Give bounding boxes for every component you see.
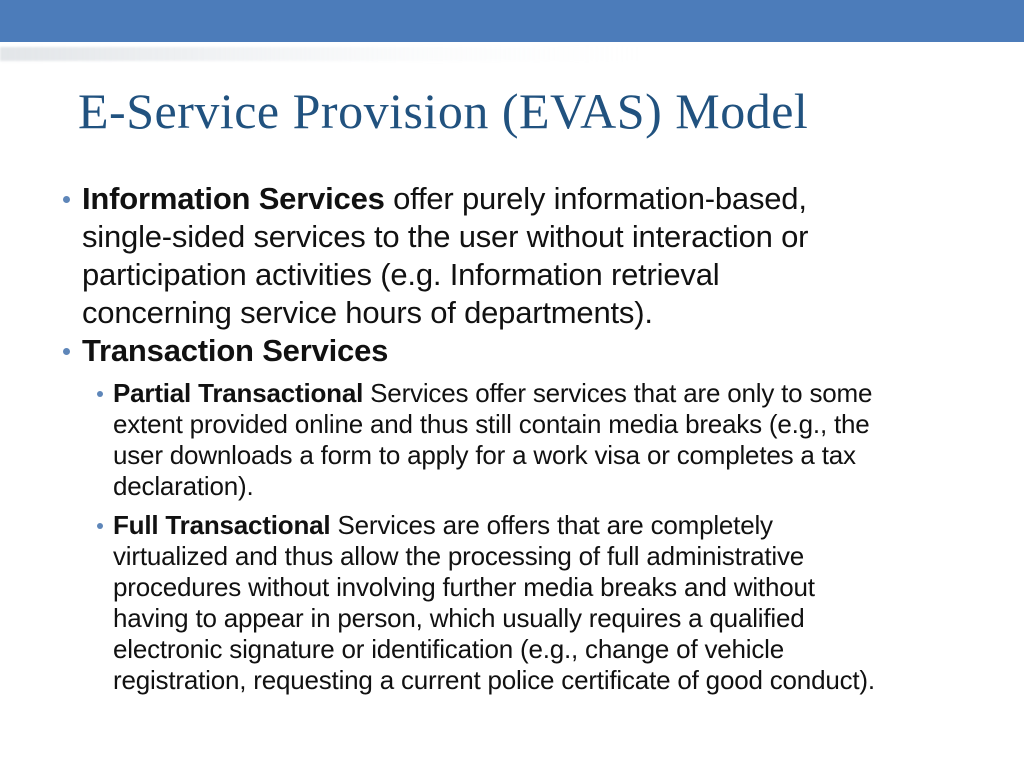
bullet-item — [0, 378, 1024, 502]
bullet-item — [0, 180, 1024, 332]
bullet-item — [0, 332, 1024, 370]
bullet-list — [0, 180, 1024, 696]
bullet-dot-icon — [63, 348, 70, 355]
bullet-line: procedures without involving further media breaks and without — [113, 572, 815, 602]
bullet-line: Information Services offer purely information-based, — [82, 181, 807, 216]
bullet-dot-icon — [63, 196, 70, 203]
bullet-line: having to appear in person, which usually requires a qualified — [113, 603, 805, 633]
bullet-line: virtualized and thus allow the processing of full administrative — [113, 541, 805, 571]
bullet-line: Full Transactional Services are offers that are completely — [113, 510, 773, 540]
bullet-line: registration, requesting a current police certificate of good conduct). — [113, 665, 875, 695]
slide-title: E-Service Provision (EVAS) Model — [78, 83, 809, 139]
bullet-line: declaration). — [113, 471, 254, 501]
bullet-line: Partial Transactional Services offer services that are only to some — [113, 378, 873, 408]
bullet-line: concerning service hours of departments). — [82, 295, 653, 330]
bullet-line: single-sided services to the user without interaction or — [82, 219, 809, 254]
header-shadow-band — [0, 47, 640, 61]
bullet-line: user downloads a form to apply for a work visa or completes a tax — [113, 440, 856, 470]
bullet-line: electronic signature or identification (e.g., change of vehicle — [113, 634, 785, 664]
bullet-line: Transaction Services — [82, 333, 389, 368]
bullet-dot-icon — [97, 391, 103, 397]
bullet-item — [0, 510, 1024, 696]
bullet-line: participation activities (e.g. Information retrieval — [82, 257, 720, 292]
bullet-line: extent provided online and thus still contain media breaks (e.g., the — [113, 409, 870, 439]
bullet-dot-icon — [97, 523, 103, 529]
top-accent-bar — [0, 0, 1024, 42]
